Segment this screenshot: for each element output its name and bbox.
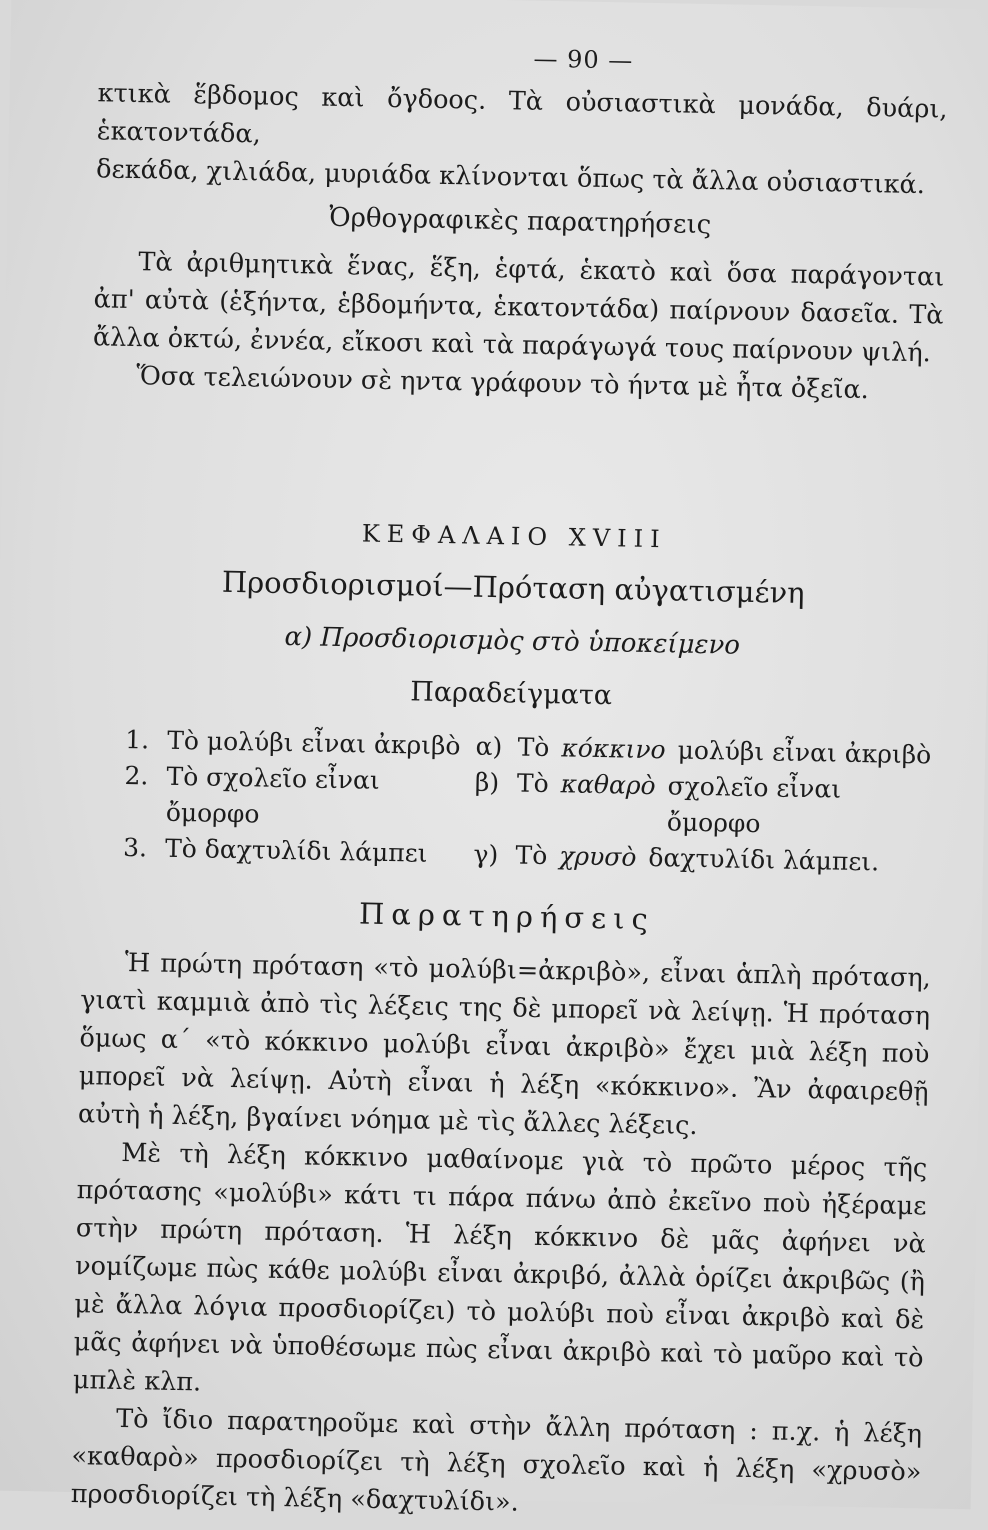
example-post: σχολεῖο εἶναι ὄμορφο xyxy=(666,771,842,839)
example-emphasis: χρυσὸ xyxy=(559,841,637,872)
example-marker: α) xyxy=(475,731,503,762)
example-pre: Τὸ xyxy=(515,840,548,871)
example-pre: Τὸ xyxy=(517,732,550,763)
example-marker: 1. xyxy=(124,724,150,755)
example-text: Τὸ μολύβι εἶναι ἀκριβὸ xyxy=(166,725,461,761)
example-marker: γ) xyxy=(473,839,499,870)
intro-line: κτικὰ ἕβδομος καὶ ὄγδοος. Τὰ οὐσιαστικὰ μονάδα, δυάρι, ἑκατοντάδα, xyxy=(96,78,948,150)
observations-paragraph: Μὲ τὴ λέξη κόκκινο μαθαίνομε γιὰ τὸ πρῶτο μέρος τῆς πρότασης «μολύβι» κάτι τι πάρα πάνω ἀπὸ ἐκεῖνο ποὺ ἠξέραμε στὴν πρώτη πρόταση. Ἡ λέξη κόκκινο δὲ μᾶς ἀφήνει νὰ νομίζωμε πὼς κάθε μολύβι εἶναι ἀκριβό, ἀλλὰ ὁρίζει ἀκριβῶς (ἢ μὲ ἄλλα λόγια προσδιορίζει) τὸ μολύβι ποὺ εἶναι ἀκριβὸ καὶ δὲ μᾶς ἀφήνει νὰ ὑποθέσωμε πὼς εἶναι ἀκριβὸ καὶ τὸ μαῦρο καὶ τὸ μπλὲ κλπ. xyxy=(72,1137,928,1398)
example-item xyxy=(123,830,474,873)
example-item xyxy=(474,765,935,846)
example-post: δαχτυλίδι λάμπει. xyxy=(648,843,880,877)
observations-heading: Παρατηρήσεις xyxy=(358,896,656,937)
orthography-heading: Ὀρθογραφικὲς παρατηρήσεις xyxy=(329,202,712,241)
examples-heading: Παραδείγματα xyxy=(410,676,613,712)
examples-right-column xyxy=(473,729,935,882)
example-item xyxy=(473,837,933,882)
example-pre: Τὸ xyxy=(516,768,549,799)
intro-line: δεκάδα, χιλιάδα, μυριάδα κλίνονται ὅπως τὰ ἄλλα οὐσιαστικά. xyxy=(95,154,926,201)
example-marker: 3. xyxy=(122,832,148,863)
chapter-label: ΚΕΦΑΛΑΙΟ XVIII xyxy=(361,519,667,554)
page-number: — 90 — xyxy=(533,44,634,75)
observations-paragraph: Ἡ πρώτη πρόταση «τὸ μολύβι=ἀκριβὸ», εἶναι ἁπλὴ πρόταση, γιατὶ καμμιὰ ἀπὸ τὶς λέξεις της δὲ μπορεῖ νὰ λείψῃ. Ἡ πρόταση ὅμως α΄ «τὸ κόκκινο μολύβι εἶναι ἀκριβὸ» ἔχει μιὰ λέξη ποὺ μπορεῖ νὰ λείψῃ. Αὐτὴ εἶναι ἡ λέξη «κόκκινο». Ἂν ἀφαιρεθῇ αὐτὴ ἡ λέξη, βγαίνει νόημα μὲ τὶς ἄλλες λέξεις. xyxy=(77,947,932,1142)
chapter-title: Προσδιορισμοί—Πρόταση αὐγατισμένη xyxy=(221,564,805,610)
example-emphasis: κόκκινο xyxy=(561,733,666,765)
observations-paragraph: Τὸ ἴδιο παρατηροῦμε καὶ στὴν ἄλλη πρόταση : π.χ. ἡ λέξη «καθαρὸ» προσδιορίζει τὴ λέξη σχολεῖο καὶ ἡ λέξη «χρυσὸ» προσδιορίζει τὴ λέξη «δαχτυλίδι». xyxy=(70,1403,923,1518)
intro-text xyxy=(96,74,948,204)
example-emphasis: καθαρὸ xyxy=(560,769,656,801)
orthography-paragraph: Τὰ ἀριθμητικὰ ἕνας, ἕξη, ἑφτά, ἑκατὸ καὶ ὅσα παράγονται ἀπ' αὐτὰ (ἑξήντα, ἑβδομήντα, ἑκατοντάδα) παίρνουν δασεῖα. Τὰ ἄλλα ὀκτώ, ἐννέα, εἴκοσι καὶ τὰ παράγωγά τους παίρνουν ψιλή. xyxy=(92,247,945,369)
example-item xyxy=(124,758,476,837)
example-post: μολύβι εἶναι ἀκριβὸ xyxy=(677,735,932,770)
example-marker: 2. xyxy=(124,760,149,791)
example-marker: β) xyxy=(474,767,500,798)
chapter-subtitle: α) Προσδιορισμὸς στὸ ὑποκείμενο xyxy=(284,621,741,661)
example-text: Τὸ δαχτυλίδι λάμπει xyxy=(164,833,428,868)
examples-block xyxy=(123,722,936,882)
examples-left-column xyxy=(123,722,476,873)
example-text: Τὸ σχολεῖο εἶναι ὄμορφο xyxy=(165,761,380,829)
orthography-paragraph: Ὅσα τελειώνουν σὲ ηντα γράφουν τὸ ήντα μὲ ἦτα ὀξεῖα. xyxy=(135,361,870,406)
